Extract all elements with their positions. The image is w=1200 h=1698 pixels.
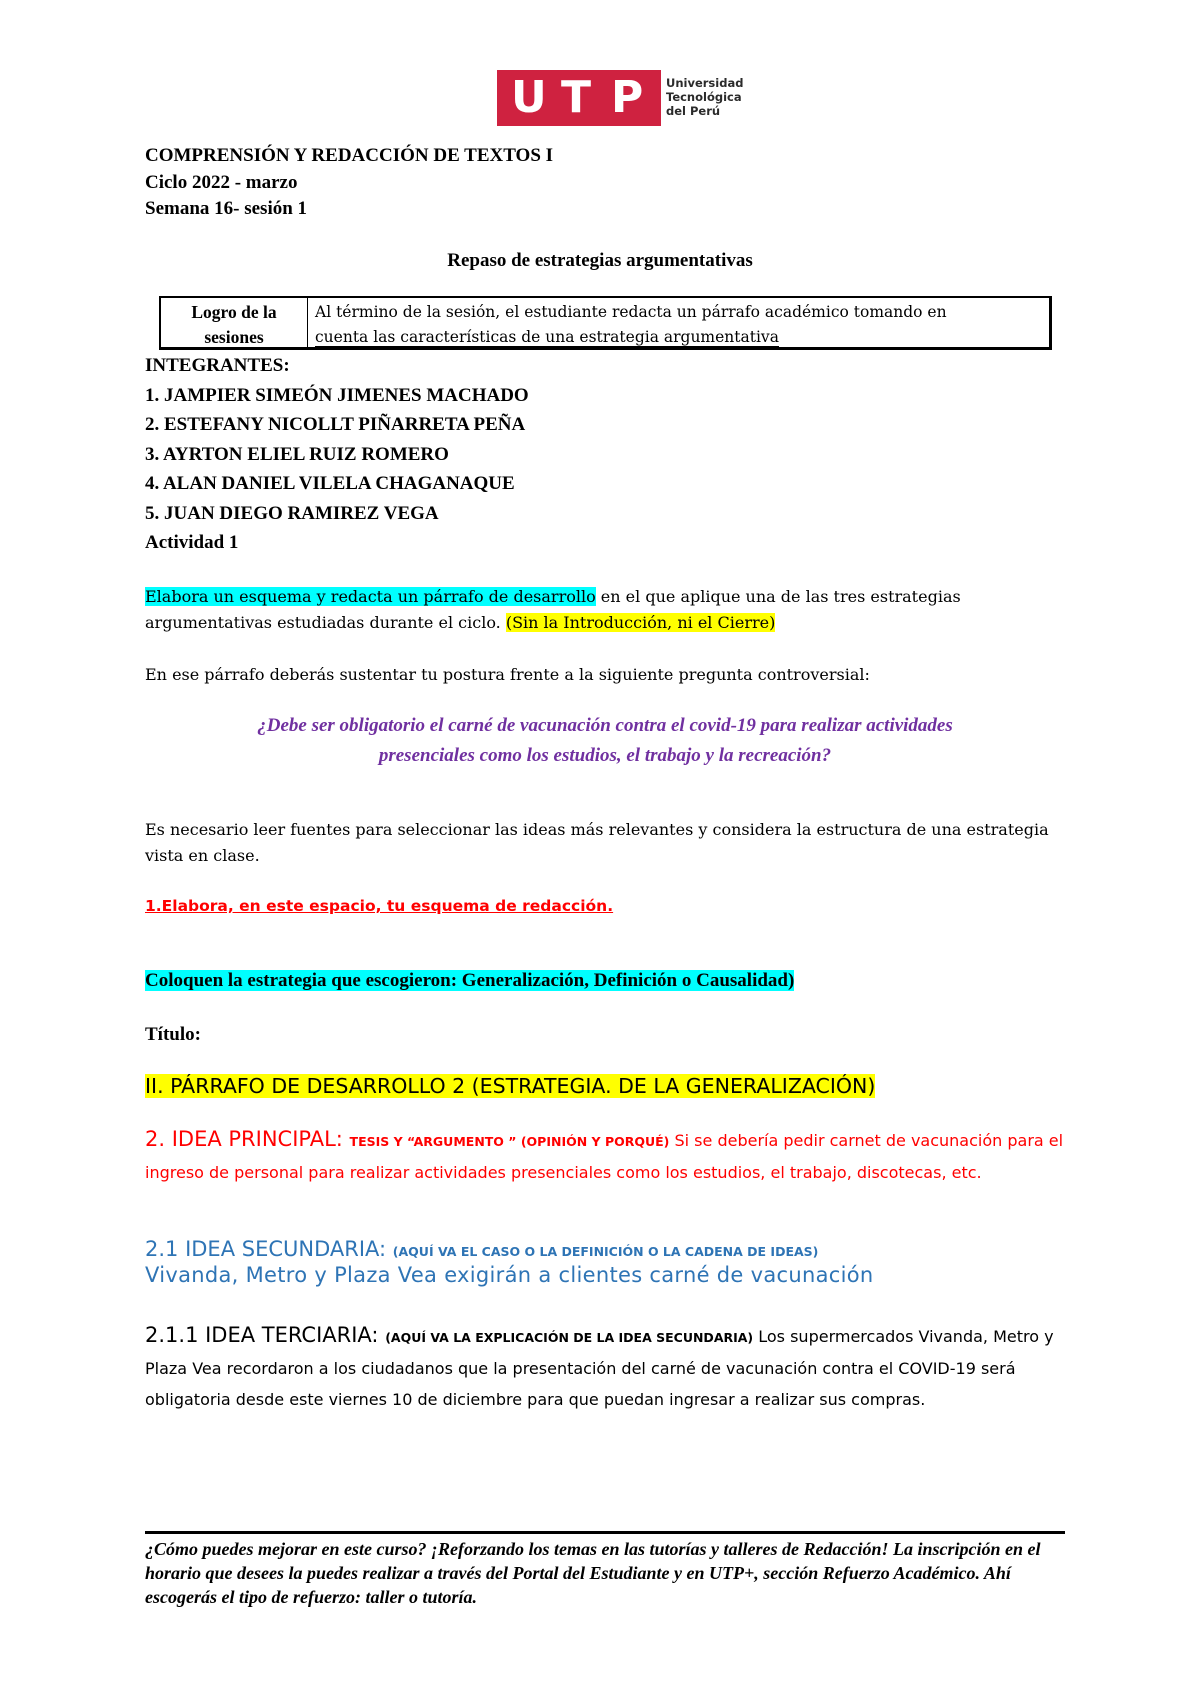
footer-note: ¿Cómo puedes mejorar en este curso? ¡Reforzando los temas en las tutorías y talleres de Redacción! La inscripción en el horario que desees la puedes realizar a través del Portal del Estudiante y en UTP+, sección Refuerzo Académico. Ahí escogerás el tipo de refuerzo: taller o tutoría. [145,1539,1041,1607]
main-idea [145,1124,1065,1188]
members-block [145,351,529,558]
utp-logo-mark [497,70,661,126]
section-title-text: II. PÁRRAFO DE DESARROLLO 2 (ESTRATEGIA. DE LA GENERALIZACIÓN) [145,1074,876,1098]
session-subtitle: Repaso de estrategias argumentativas [447,250,753,271]
logo-line-3: del Perú [666,104,721,118]
logo-letter-p: P [611,72,644,123]
logo-line-1: Universidad [666,76,744,90]
outline-task: 1.Elabora, en este espacio, tu esquema de redacción. [145,897,614,915]
logro-text-line-1: Al término de la sesión, el estudiante redacta un párrafo académico tomando en [315,303,947,321]
logo-letter-u: U [511,72,547,123]
tertiary-idea-label: 2.1.1 IDEA TERCIARIA: [145,1323,386,1347]
instruction-highlight: Elabora un esquema y redacta un párrafo de desarrollo [145,587,596,606]
secondary-idea [145,1237,1065,1287]
tertiary-idea-caps: (AQUÍ VA LA EXPLICACIÓN DE LA IDEA SECUNDARIA) [385,1330,754,1345]
instruction-paragraph-3: Es necesario leer fuentes para seleccionar las ideas más relevantes y considera la estructura de una estrategia vista en clase. [145,820,1049,865]
main-idea-text: Si se debería pedir carnet de vacunación para el ingreso de personal para realizar actividades presenciales como los estudios, el trabajo, discotecas, etc. [145,1131,1064,1182]
strategy-prompt-text: Coloquen la estrategia que escogieron: Generalización, Definición o Causalidad) [145,970,795,991]
logro-label-line-2: sesiones [204,327,264,347]
main-idea-caps: TESIS Y “ARGUMENTO ” (OPINIÓN Y PORQUÉ) [349,1134,670,1149]
secondary-idea-label: 2.1 IDEA SECUNDARIA: [145,1237,393,1261]
strategy-prompt [145,970,794,992]
tertiary-idea [145,1320,1075,1415]
section-title [145,1074,875,1098]
member-item: 1. JAMPIER SIMEÓN JIMENES MACHADO [145,384,529,406]
tertiary-idea-text: Los supermercados Vivanda, Metro y Plaza Vea recordaron a los ciudadanos que la presentación del carné de vacunación contra el COVID-19 será obligatoria desde este viernes 10 de diciembre para que puedan ingresar a realizar sus compras. [145,1327,1054,1409]
activity-label: Actividad 1 [145,532,239,553]
member-item: 3. AYRTON ELIEL RUIZ ROMERO [145,443,449,465]
logro-table [159,296,1052,350]
logo-letter-t: T [561,72,592,123]
utp-logo-wordmark [666,76,743,118]
logro-label-line-1: Logro de la [191,302,277,322]
member-item: 2. ESTEFANY NICOLLT PIÑARRETA PEÑA [145,414,526,435]
member-item: 5. JUAN DIEGO RAMIREZ VEGA [145,502,439,524]
footer-divider [145,1531,1065,1534]
instruction-paragraph-2: En ese párrafo deberás sustentar tu postura frente a la siguiente pregunta controversial: [145,665,870,684]
course-cycle: Ciclo 2022 - marzo [145,172,298,193]
question-line-2: presenciales como los estudios, el trabajo y la recreación? [378,745,832,766]
members-heading: INTEGRANTES: [145,355,290,376]
question-line-1: ¿Debe ser obligatorio el carné de vacunación contra el covid-19 para realizar actividades [257,715,953,736]
secondary-idea-text: Vivanda, Metro y Plaza Vea exigirán a clientes carné de vacunación [145,1263,874,1287]
instruction-paragraph-1 [145,584,1065,636]
instruction-text: en el que aplique una de las tres estrategias argumentativas estudiadas durante el ciclo. [145,587,961,632]
logo-line-2: Tecnológica [666,90,742,104]
logro-text-cell [315,300,1045,350]
logro-text-line-2: cuenta las características de una estrategia argumentativa [315,328,779,346]
secondary-idea-caps: (AQUÍ VA EL CASO O LA DEFINICIÓN O LA CADENA DE IDEAS) [392,1244,819,1259]
main-idea-label: 2. IDEA PRINCIPAL: [145,1127,350,1151]
title-label: Título: [145,1024,201,1045]
logro-label-cell [161,298,308,347]
course-title: COMPRENSIÓN Y REDACCIÓN DE TEXTOS I [145,145,554,166]
utp-logo [497,70,744,126]
controversial-question [145,711,1065,771]
member-item: 4. ALAN DANIEL VILELA CHAGANAQUE [145,473,515,494]
course-week: Semana 16- sesión 1 [145,198,308,219]
instruction-note: (Sin la Introducción, ni el Cierre) [505,613,776,632]
